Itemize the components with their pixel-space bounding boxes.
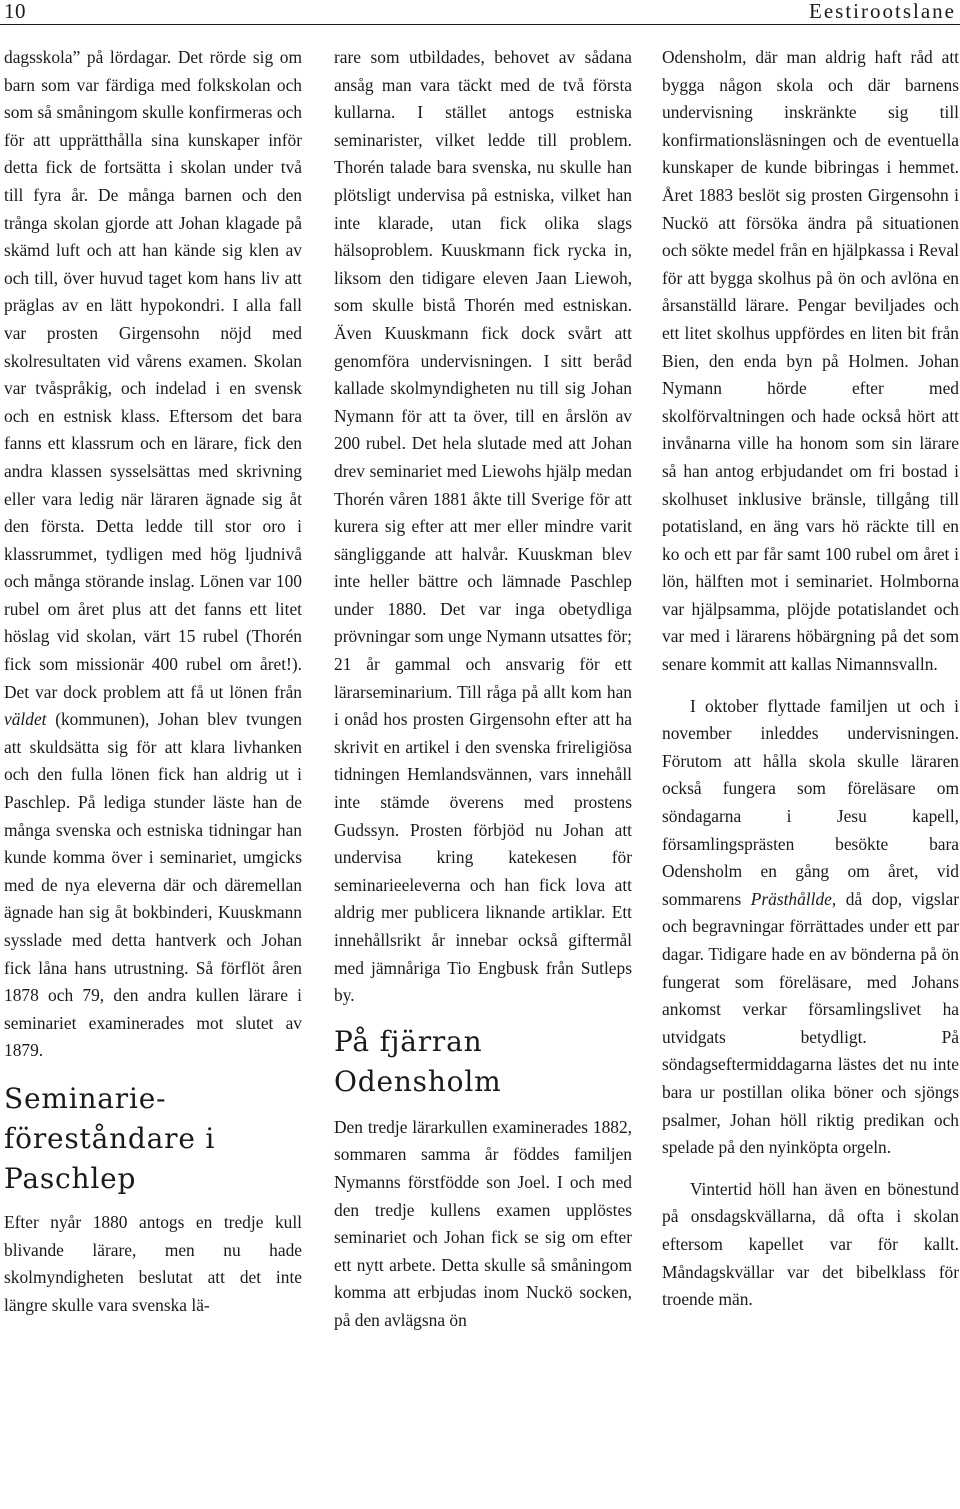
header-rule: [0, 24, 960, 25]
section-heading: Seminarieföreståndare i Paschlep: [4, 1081, 216, 1195]
paragraph: rare som utbildades, behovet av sådana ansåg man vara täckt med de två första kullarna. I stället antogs estniska seminarister, vilket ledde till problem. Thorén talade bara svenska, nu skulle han plötsligt undervisa på estniska, vilket han inte klarade, utan fick olika slags hälsoproblem. Kuuskmann fick rycka in, liksom den tidigare eleven Jaan Liewoh, som skulle bistå Thorén med estniskan. Även Kuuskmann fick dock svårt att genomföra undervisningen. I sitt beråd kallade skolmyndigheten nu till sig Johan Nymann för att ta över, till en årslön av 200 rubel. Det hela slutade med att Johan drev seminariet med Liewohs hjälp medan Thorén våren 1881 åkte till Sverige för att kurera sig efter att mer eller mindre varit sängliggande att halvår. Kuuskman blev inte heller bättre och lämnade Paschlep under 1880. Det var inga obetydliga prövningar som unge Nymann utsattes för; 21 år gammal och ansvarig för ett lärarseminarium. Till råga på allt kom han i onåd hos prosten Girgensohn efter att ha skrivit en artikel i den svenska frireligiösa tidningen Hemlandsvännen, vars innehåll inte stämde överens med prostens Gudssyn. Prosten förbjöd nu Johan att undervisa kring katekesen för seminarieeleverna och han fick lova att aldrig mer publicera liknande artiklar. Ett innehållsrikt år innebar också giftermål med jämnåriga Tio Engbusk från Sutleps by.: [334, 47, 633, 1006]
paragraph: Odensholm, där man aldrig haft råd att bygga någon skola och där barnens undervisning inskränkte sig till konfirmationsläsningen och de eventuella kunskaper de kunde bibringas i hemmet. Året 1883 beslöt sig prosten Girgensohn i Nuckö att försöka ändra på situationen och sökte medel från en hjälpkassa i Reval för att bygga skolhus på ön och avlöna en årsanställd lärare. Pengar beviljades och ett litet skolhus uppfördes en liten bit från Bien, den enda byn på Holmen. Johan Nymann hörde efter med skolförvaltningen och hade också hört att invånarna ville ha honom som sin lärare så han antog erbjudandet om fri bostad i skolhuset inklusive bränsle, tillgång till potatisland, en äng vars hö räckte till en ko och ett par får samt 100 rubel om året i lön, hälften mot i seminariet. Holmborna var hjälpsamma, plöjde potatislandet och var med i lärarens höbärgning på det som senare kommit att kallas Nimannsvalln.: [662, 47, 959, 675]
paragraph: [4, 44, 302, 1065]
paragraph: Vintertid höll han även en bönestund på onsdagskvällarna, då ofta i skolan eftersom kapellet var för kallt. Måndagskvällar var det bibelklass för troende män.: [662, 1178, 959, 1310]
paragraph: Den tredje lärarkullen examinerades 1882, sommaren samma år föddes familjen Nymanns förstfödde son Joel. I och med den tredje kullens examen upplöstes seminariet och Johan fick se sig om efter ett nytt arbete. Detta skulle så småningom komma att erbjudas inom Nuckö socken, på den avlägsna ön: [334, 1116, 632, 1330]
italic-term: väldet: [4, 709, 47, 730]
section-heading: På fjärran Odensholm: [334, 1024, 502, 1098]
paragraph-text: , då dop, vigslar och begravningar förrättades under ett par dagar. Tidigare hade en av bönderna på ön fungerat som föreläsare, med Johans ankomst verkar församlingslivet ha utvidgats betydligt. På söndagseftermiddagarna lästes det nu inte bara ur postillan olika böner och sjöngs psalmer, Johan höll riktig predikan och spelade på den nyinköpta orgeln.: [662, 888, 959, 1158]
page-number: 10: [4, 0, 26, 23]
paragraph-text: I oktober flyttade familjen ut och i november inleddes undervisningen. Förutom att hålla skola skulle läraren också fungera som föreläsare om söndagarna i Jesu kapell, församlingsprästen besökte bara Odensholm en gång om året, vid sommarens: [662, 695, 959, 909]
paragraph-text: dagsskola” på lördagar. Det rörde sig om barn som var färdiga med folkskolan och som så småningom skulle konfirmeras och för att upprätthålla sina kunskaper inför detta fick de fortsätta i skolan under två till fyra år. De många barnen och den trånga skolan gjorde att Johan klagade på skämd luft och att han kände sig klen av och till, över huvud taget kom hans liv att präglas av en lätt hypokondri. I alla fall var prosten Girgensohn nöjd med skolresultaten vid vårens examen. Skolan var tvåspråkig, och indelad i en svensk och en estnisk klass. Eftersom det bara fanns ett klassrum och en lärare, fick den andra klassen sysselsättas med skrivning eller vara ledig när läraren ägnade sig åt den första. Detta ledde till stor oro i klassrummet, tydligen med hög ljudnivå och många störande inslag. Lönen var 100 rubel om året plus att det fanns ett litet höslag vid skolan, värt 15 rubel (Thorén fick som missionär 400 rubel om året!). Det var dock problem att få ut lönen från: [4, 47, 302, 702]
italic-term: Prästhållde: [750, 888, 832, 909]
paragraph: Efter nyår 1880 antogs en tredje kull blivande lärare, men nu hade skolmyndigheten beslutat att det inte längre skulle vara svenska lä-: [4, 1211, 302, 1315]
paragraph: [662, 693, 959, 1162]
paragraph-text: (kommunen), Johan blev tvungen att skuldsätta sig för att klara livhanken och den fulla lönen fick han aldrig ut i Paschlep. På lediga stunder läste han de många svenska och estniska tidningar han kunde komma över i seminariet, umgicks med de nya eleverna där och däremellan ägnade han sig åt bokbinderi, Kuuskmann sysslade med detta hantverk och Johan fick låna hans utrustning. Så förflöt åren 1878 och 79, den andra kullen lärare i seminariet examinerades mot slutet av 1879.: [4, 709, 302, 1061]
running-head: Eestirootslane: [809, 0, 956, 23]
column-2: [334, 44, 632, 1335]
page-header: [0, 0, 960, 26]
column-1: [4, 44, 302, 1319]
column-3: [662, 44, 959, 1314]
